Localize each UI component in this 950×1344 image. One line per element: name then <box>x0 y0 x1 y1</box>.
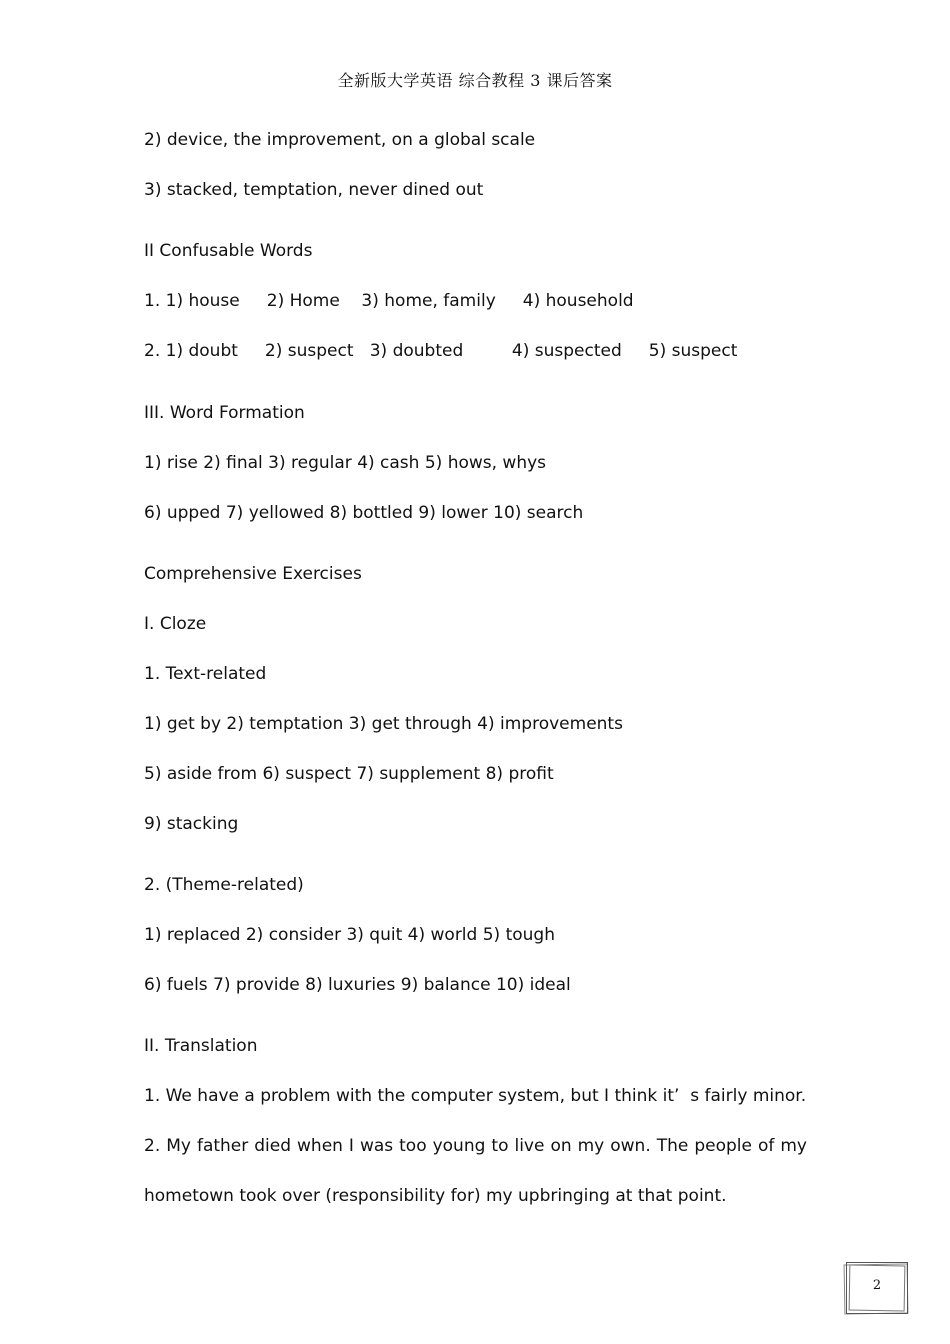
answer-line: 3) stacked, temptation, never dined out <box>144 180 484 200</box>
section-heading: Comprehensive Exercises <box>144 564 362 584</box>
section-heading: I. Cloze <box>144 614 207 634</box>
answer-line: 1. 1) house 2) Home 3) home, family 4) household <box>144 291 634 311</box>
document-header: 全新版大学英语 综合教程 3 课后答案 <box>337 71 613 90</box>
translation-line: 1. We have a problem with the computer system, but I think it’ s fairly minor. <box>144 1086 807 1106</box>
page-number: 2 <box>872 1278 882 1293</box>
section-heading: II. Translation <box>144 1036 258 1056</box>
subsection-heading: 2. (Theme-related) <box>144 875 304 895</box>
answer-line: 6) fuels 7) provide 8) luxuries 9) balance 10) ideal <box>144 975 571 995</box>
answer-line: 1) replaced 2) consider 3) quit 4) world 5) tough <box>144 925 555 945</box>
answer-line: 2) device, the improvement, on a global scale <box>144 130 536 150</box>
answer-line: 1) get by 2) temptation 3) get through 4) improvements <box>144 714 623 734</box>
answer-line: 2. 1) doubt 2) suspect 3) doubted 4) suspected 5) suspect <box>144 341 738 361</box>
translation-line: 2. My father died when I was too young to live on my own. The people of my <box>144 1136 807 1156</box>
answer-line: 9) stacking <box>144 814 239 834</box>
section-heading: II Confusable Words <box>144 241 313 261</box>
translation-line: hometown took over (responsibility for) my upbringing at that point. <box>144 1186 727 1206</box>
subsection-heading: 1. Text-related <box>144 664 267 684</box>
answer-line: 1) rise 2) final 3) regular 4) cash 5) hows, whys <box>144 453 547 473</box>
section-heading: III. Word Formation <box>144 403 305 423</box>
page-number-box <box>846 1262 908 1314</box>
answer-line: 5) aside from 6) suspect 7) supplement 8) profit <box>144 764 554 784</box>
answer-line: 6) upped 7) yellowed 8) bottled 9) lower 10) search <box>144 503 584 523</box>
